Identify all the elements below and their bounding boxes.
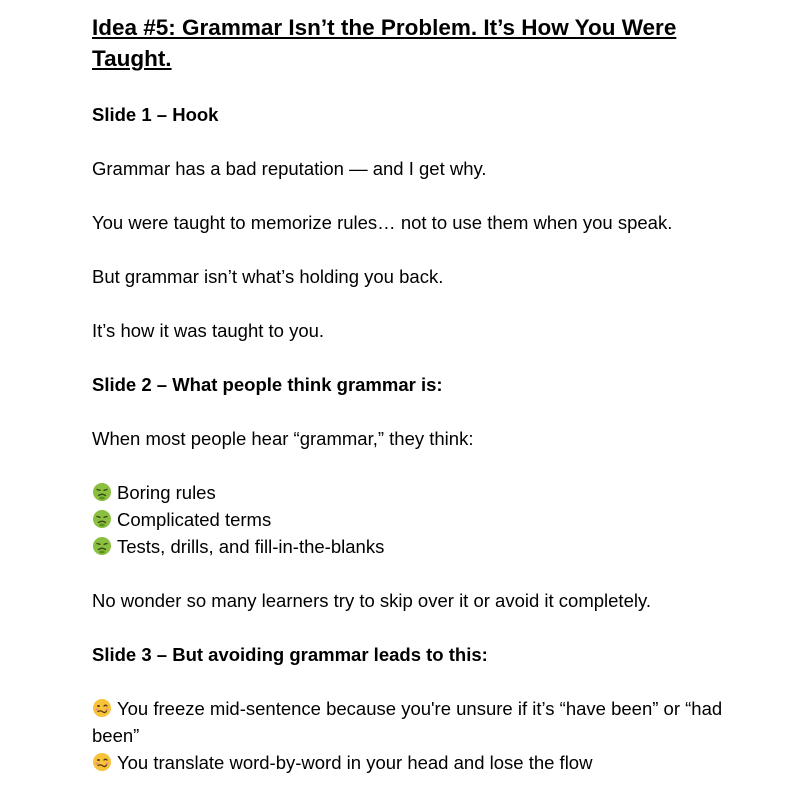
- list-item: [92, 479, 789, 506]
- list-item: [92, 506, 789, 533]
- slide-3-list: [92, 695, 752, 776]
- nauseated-face-icon: [92, 482, 112, 502]
- slide-2-heading: Slide 2 – What people think grammar is:: [92, 374, 443, 395]
- slide-2-list: [92, 479, 789, 560]
- list-item-text: You freeze mid-sentence because you're unsure if it’s “have been” or “had been”: [92, 698, 723, 746]
- list-item: [92, 695, 752, 749]
- woozy-face-icon: [92, 752, 112, 772]
- slide-1-heading: Slide 1 – Hook: [92, 104, 219, 125]
- list-item-text: You translate word-by-word in your head and lose the flow: [117, 752, 593, 773]
- nauseated-face-icon: [92, 536, 112, 556]
- slide-1-paragraph-3: But grammar isn’t what’s holding you back.: [92, 266, 444, 287]
- slide-2-closing: No wonder so many learners try to skip over it or avoid it completely.: [92, 590, 651, 611]
- list-item-text: Complicated terms: [117, 509, 272, 530]
- list-item: [92, 749, 752, 776]
- slide-1-paragraph-2: You were taught to memorize rules… not to use them when you speak.: [92, 212, 673, 233]
- list-item-text: Boring rules: [117, 482, 216, 503]
- slide-3-heading: Slide 3 – But avoiding grammar leads to this:: [92, 644, 488, 665]
- document-title: Idea #5: Grammar Isn’t the Problem. It’s How You Were Taught.: [92, 15, 677, 71]
- nauseated-face-icon: [92, 509, 112, 529]
- slide-2-intro: When most people hear “grammar,” they think:: [92, 428, 474, 449]
- woozy-face-icon: [92, 698, 112, 718]
- list-item-text: Tests, drills, and fill-in-the-blanks: [117, 536, 385, 557]
- list-item: [92, 533, 789, 560]
- slide-1-paragraph-4: It’s how it was taught to you.: [92, 320, 325, 341]
- slide-1-paragraph-1: Grammar has a bad reputation — and I get why.: [92, 158, 487, 179]
